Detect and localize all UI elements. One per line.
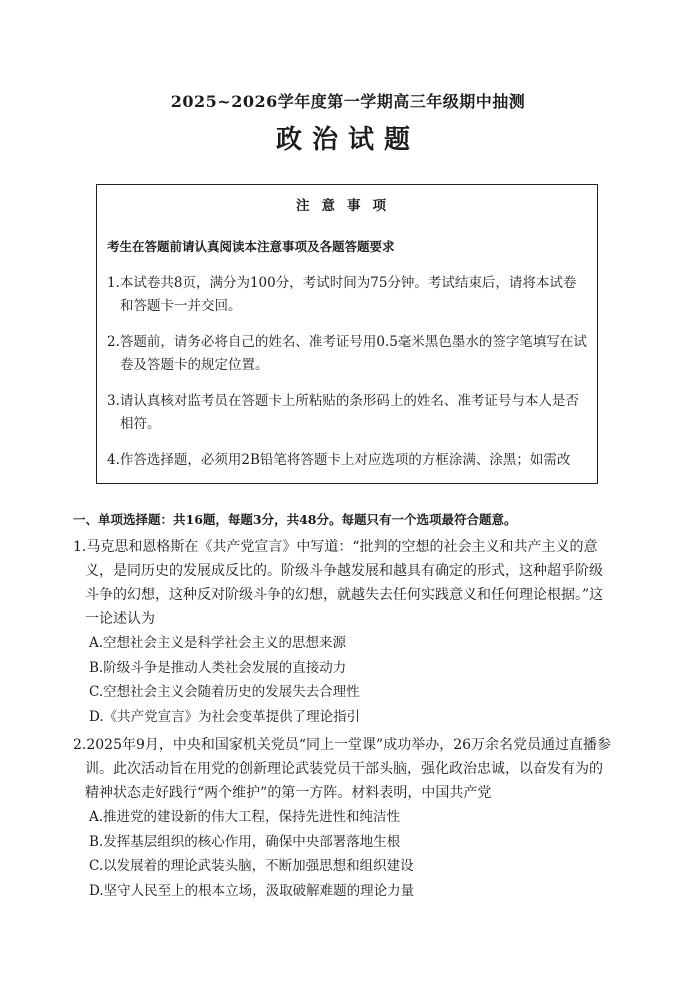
question-options	[73, 631, 613, 729]
notice-item: 1.本试卷共8页，满分为100分，考试时间为75分钟。考试结束后，请将本试卷和答题卡一并交回。	[107, 275, 577, 314]
option-c: C.空想社会主义会随着历史的发展失去合理性	[89, 684, 360, 700]
notice-box	[96, 184, 598, 484]
option-b: B.发挥基层组织的核心作用，确保中央部署落地生根	[89, 833, 401, 850]
notice-title: 注意事项	[296, 198, 398, 214]
question-1	[73, 535, 613, 729]
question-stem: 1.马克思和恩格斯在《共产党宣言》中写道：“批判的空想的社会主义和共产主义的意义，是同历史的发展成反比的。阶级斗争越发展和越具有确定的形式，这种超乎阶级斗争的幻想，这种反对阶级斗争的幻想，就越失去任何实践意义和任何理论根据。”这一论述认为	[73, 539, 604, 627]
notice-item: 2.答题前，请务必将自己的姓名、准考证号用0.5毫米黑色墨水的签字笔填写在试卷及答题卡的规定位置。	[107, 334, 587, 373]
notice-item: 4.作答选择题，必须用2B铅笔将答题卡上对应选项的方框涂满、涂黑；如需改	[107, 452, 571, 468]
option-d: D.坚守人民至上的根本立场，汲取破解难题的理论力量	[89, 882, 415, 899]
exam-title: 政治试题	[275, 125, 420, 155]
notice-intro: 考生在答题前请认真阅读本注意事项及各题答题要求	[107, 239, 395, 254]
question-2	[73, 733, 613, 903]
exam-subtitle: 2025~2026学年度第一学期高三年级期中抽测	[170, 92, 526, 111]
option-a: A.空想社会主义是科学社会主义的思想来源	[89, 635, 347, 651]
question-options	[73, 805, 613, 903]
option-a: A.推进党的建设新的伟大工程，保持先进性和纯洁性	[89, 809, 401, 825]
option-b: B.阶级斗争是推动人类社会发展的直接动力	[89, 659, 347, 676]
option-c: C.以发展着的理论武装头脑，不断加强思想和组织建设	[89, 858, 414, 874]
notice-item: 3.请认真核对监考员在答题卡上所粘贴的条形码上的姓名、准考证号与本人是否相符。	[107, 393, 579, 432]
option-d: D.《共产党宣言》为社会变革提供了理论指引	[89, 708, 361, 725]
notice-list	[107, 272, 587, 472]
question-stem: 2.2025年9月，中央和国家机关党员“同上一堂课”成功举办，26万余名党员通过直播参训。此次活动旨在用党的创新理论武装党员干部头脑，强化政治忠诚，以奋发有为的精神状态走好践行“两个维护”的第一方阵。材料表明，中国共产党	[73, 737, 612, 801]
section-heading: 一、单项选择题：共16题，每题3分，共48分。每题只有一个选项最符合题意。	[73, 512, 517, 527]
single-choice-section	[73, 509, 613, 903]
exam-header	[0, 89, 696, 156]
